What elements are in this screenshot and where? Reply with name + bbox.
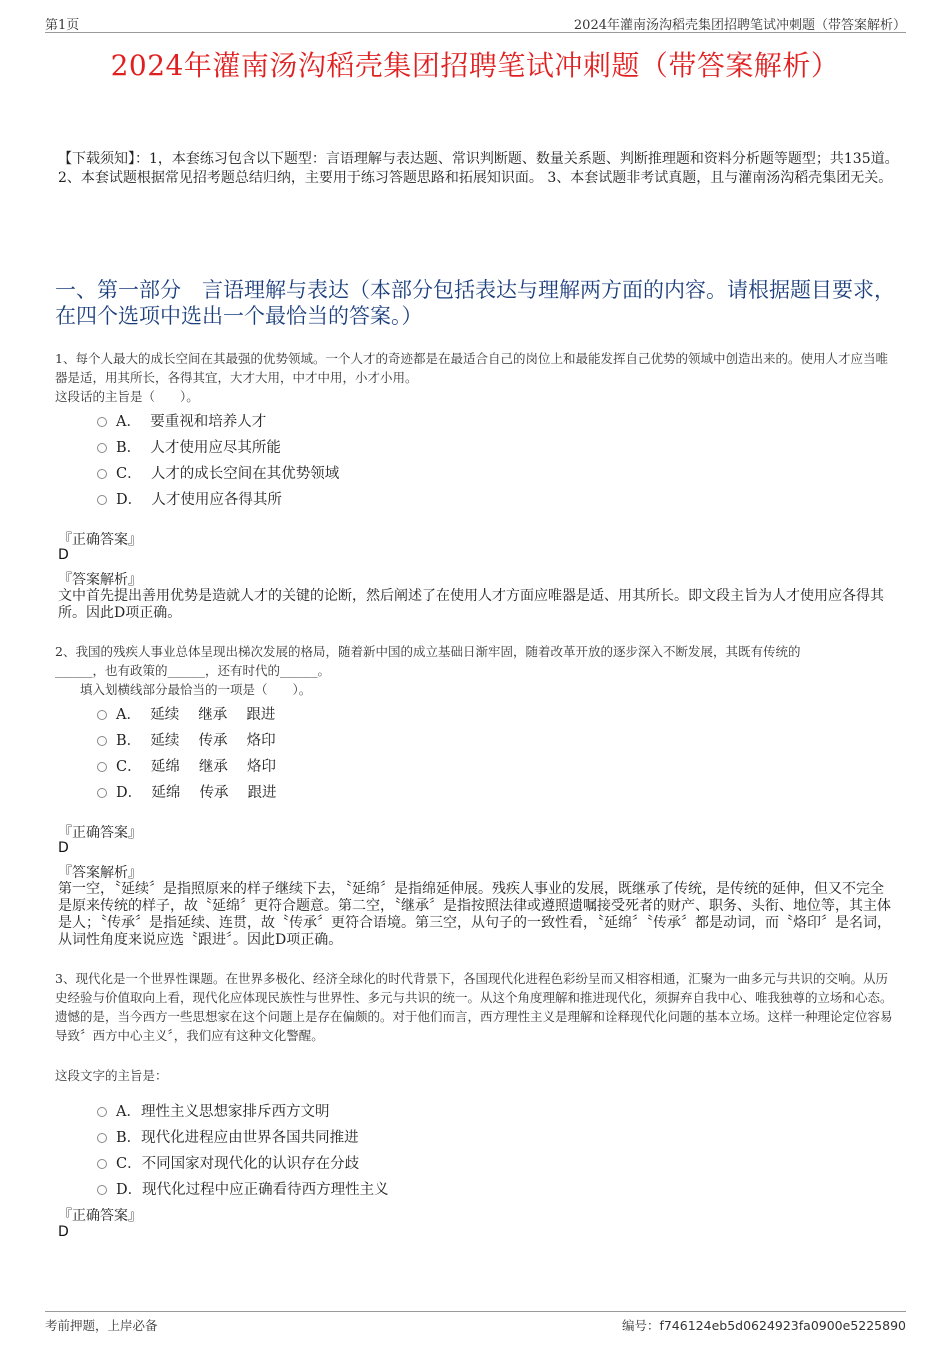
radio-icon[interactable] [97,788,107,798]
q3-option-c[interactable]: C．不同国家对现代化的认识存在分歧 [97,1152,359,1173]
footer-slogan: 考前押题，上岸必备 [45,1318,158,1333]
q1-option-c[interactable]: C． 人才的成长空间在其优势领域 [97,462,339,483]
q1-prompt: 这段话的主旨是（ ）。 [55,389,199,404]
q2-option-c[interactable]: C． 延绵 继承 烙印 [97,755,276,776]
q2-correct-label: 『正确答案』 [58,825,142,841]
q1-analysis-label: 『答案解析』 [58,572,142,588]
radio-icon[interactable] [97,1159,107,1169]
q3-answer: D [58,1224,69,1240]
q2-option-a[interactable]: A． 延续 继承 跟进 [97,703,275,724]
q2-option-d[interactable]: D． 延绵 传承 跟进 [97,781,277,802]
q2-prompt: 填入划横线部分最恰当的一项是（ ）。 [80,682,312,697]
radio-icon[interactable] [97,1133,107,1143]
q2-option-b[interactable]: B． 延续 传承 烙印 [97,729,276,750]
radio-icon[interactable] [97,736,107,746]
footer-doc-id [622,1316,906,1334]
section-heading: 一、第一部分 言语理解与表达（本部分包括表达与理解两方面的内容。请根据题目要求，在四个选项中选出一个最恰当的答案。） [55,278,895,328]
q1-stem: 1、每个人最大的成长空间在其最强的优势领域。一个人才的奇迹都是在最适合自己的岗位上和最能发挥自己优势的领域中创造出来的。使用人才应当唯器是适，用其所长，各得其宜，大才大用，中才中用，小才小用。 [55,351,888,385]
doc-id-code: f746124eb5d0624923fa0900e5225890 [659,1318,906,1333]
q2-stem: 2、我国的残疾人事业总体呈现出梯次发展的格局，随着新中国的成立基础日渐牢固，随着改革开放的逐步深入不断发展，其既有传统的 [55,644,801,659]
q2-stem-blanks: ______，也有政策的______，还有时代的______。 [55,663,331,678]
q3-stem: 3、现代化是一个世界性课题。在世界多极化、经济全球化的时代背景下，各国现代化进程色彩纷呈而又相容相通，汇聚为一曲多元与共识的交响。从历史经验与价值取向上看，现代化应体现民族性与世界性、多元与共识的统一。从这个角度理解和推进现代化，须摒弃自我中心、唯我独尊的立场和心态。遗憾的是，当今西方一些思想家在这个问题上是存在偏颇的。对于他们而言，西方理性主义是理解和诠释现代化问题的基本立场。这样一种理论定位容易导致〞西方中心主义〞，我们应有这种文化警醒。 [55,971,893,1043]
radio-icon[interactable] [97,417,107,427]
footer-divider [45,1311,906,1312]
radio-icon[interactable] [97,1185,107,1195]
q3-option-d[interactable]: D．现代化过程中应正确看待西方理性主义 [97,1178,389,1199]
q1-option-d[interactable]: D． 人才使用应各得其所 [97,488,282,509]
q3-option-a[interactable]: A．理性主义思想家排斥西方文明 [97,1100,329,1121]
q1-analysis: 文中首先提出善用优势是造就人才的关键的论断，然后阐述了在使用人才方面应唯器是适、用其所长。即文段主旨为人才使用应各得其所。因此D项正确。 [58,588,884,621]
doc-id-label: 编号： [621,1318,660,1333]
q1-option-b[interactable]: B． 人才使用应尽其所能 [97,436,281,457]
q2-answer: D [58,840,69,856]
radio-icon[interactable] [97,762,107,772]
q2-analysis: 第一空，〝延续〞是指照原来的样子继续下去，〝延绵〞是指绵延伸展。残疾人事业的发展，既继承了传统，是传统的延伸，但又不完全是原来传统的样子，故〝延绵〞更符合题意。第二空，〝继承〞是指按照法律或遵照遗嘱接受死者的财产、职务、头衔、地位等，其主体是人；〝传承〞是指延续、连贯，故〝传承〞更符合语境。第三空，从句子的一致性看，〝延绵〞〝传承〞都是动词，而〝烙印〞是名词，从词性角度来说应选〝跟进〞。因此D项正确。 [58,881,891,948]
radio-icon[interactable] [97,1107,107,1117]
radio-icon[interactable] [97,469,107,479]
radio-icon[interactable] [97,710,107,720]
running-header-title: 2024年灌南汤沟稻壳集团招聘笔试冲刺题（带答案解析） [573,18,906,33]
q1-answer: D [58,547,69,563]
q3-option-b[interactable]: B．现代化进程应由世界各国共同推进 [97,1126,359,1147]
download-notice: 【下载须知】：1，本套练习包含以下题型：言语理解与表达题、常识判断题、数量关系题、判断推理题和资料分析题等题型；共135道。 2、本套试题根据常见招考题总结归纳，主要用于练习答题思路和拓展知识面。 3、本套试题非考试真题，且与灌南汤沟稻壳集团无关。 [58,151,899,186]
q3-correct-label: 『正确答案』 [58,1208,142,1224]
q3-prompt: 这段文字的主旨是： [55,1068,168,1083]
radio-icon[interactable] [97,495,107,505]
page-number: 第1页 [45,18,80,33]
header-divider [45,32,906,33]
q1-correct-label: 『正确答案』 [58,532,142,548]
q1-option-a[interactable]: A． 要重视和培养人才 [97,410,266,431]
document-title: 2024年灌南汤沟稻壳集团招聘笔试冲刺题（带答案解析） [110,49,840,82]
q2-analysis-label: 『答案解析』 [58,865,142,881]
radio-icon[interactable] [97,443,107,453]
